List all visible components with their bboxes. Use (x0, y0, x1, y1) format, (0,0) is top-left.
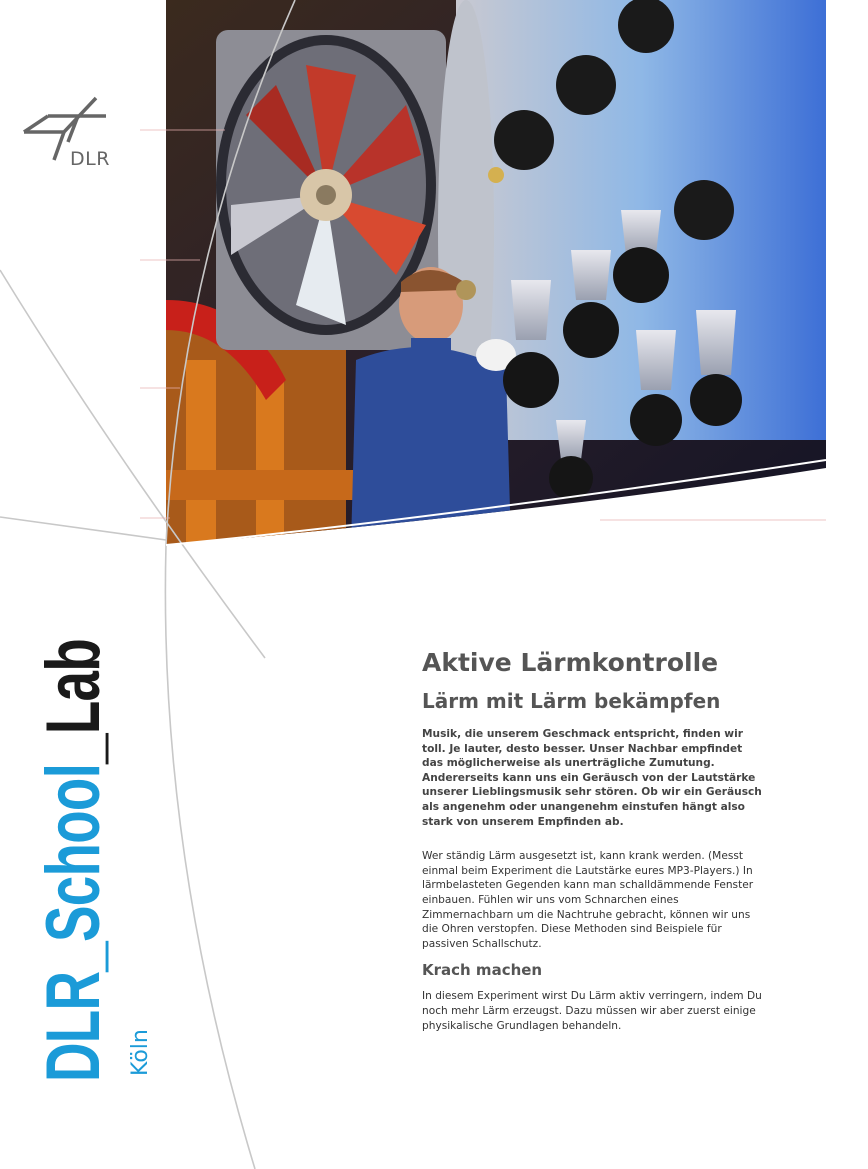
article-paragraph-1: Wer ständig Lärm ausgesetzt ist, kann krank werden. (Messt einmal beim Experiment die Lautstärke eures MP3-Players.) In lärmbelasteten Gegenden kann man schalldämmende Fenster einbauen. Fühlen wir uns vom Schnarchen eines Zimmernachbarn um die Nachtruhe gebracht, können wir uns die Ohren verstopfen. Diese Methoden sind Beispiele für passiven Schallschutz. (422, 850, 754, 950)
photo-watermark: © DLR, G. Schmalz, F. R. Dittmann (826, 30, 868, 80)
brand-wordmark (30, 639, 117, 1082)
article (422, 648, 762, 1043)
article-paragraph-2: In diesem Experiment wirst Du Lärm aktiv verringern, indem Du noch mehr Lärm erzeugst. Dazu müssen wir aber zuerst einige physikalische Grundlagen behandeln. (422, 990, 762, 1032)
brand-city: Köln (128, 1029, 153, 1076)
article-intro: Musik, die unserem Geschmack entspricht, finden wir toll. Je lauter, desto besser. Unser Nachbar empfindet das möglicherweise als unerträgliche Zumutung. Andererseits kann uns ein Geräusch von der Lautstärke unserer Lieblingsmusik sehr stören. Ob wir ein Geräusch als angenehm oder unangenehm einstufen hängt also stark von unserem Empfinden ab. (422, 728, 762, 828)
section-heading: Krach machen (422, 961, 543, 980)
article-subtitle: Lärm mit Lärm bekämpfen (422, 689, 721, 713)
article-title: Aktive Lärmkontrolle (422, 648, 719, 677)
brand-part-2: _Lab (31, 639, 116, 764)
brand-part-1: DLR_School (31, 763, 116, 1082)
dlr-logo-text: DLR (70, 148, 110, 170)
engine-test-photo (166, 0, 868, 545)
school-lab-brand (30, 467, 117, 1082)
